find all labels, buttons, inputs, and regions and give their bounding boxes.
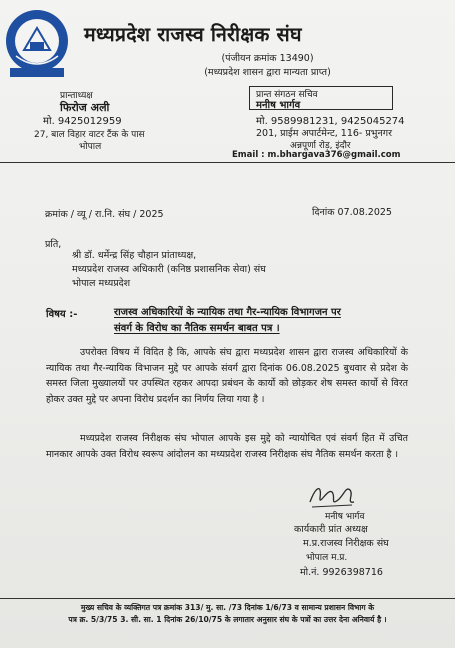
recipient-location: भोपाल मध्यप्रदेश: [72, 278, 131, 289]
recognition-note: (मध्यप्रदेश शासन द्वारा मान्यता प्राप्त): [204, 67, 331, 78]
footer-note-line-1: मुख्य सचिव के व्यक्तिगत पत्र क्रमांक 313/ मु. सा. /73 दिनांक 1/6/73 व सामान्य प्रशासन विभाग के: [80, 603, 375, 612]
right-contact-city: अन्नपूर्णा रोड़, इंदौर: [290, 141, 351, 151]
body-paragraph-1: [46, 345, 408, 407]
left-contact-city: भोपाल: [79, 142, 102, 152]
right-contact-email: Email : m.bhargava376@gmail.com: [232, 150, 401, 160]
recipient-name: श्री डॉ. धर्मेन्द्र सिंह चौहान प्रांताध्यक्ष,: [72, 250, 197, 261]
signatory-city: भोपाल म.प्र.: [306, 553, 348, 563]
right-contact-mobile: मो. 9589981231, 9425045274: [256, 116, 405, 127]
right-contact-name: मनीष भार्गव: [256, 100, 301, 111]
subject-line-2: संवर्ग के विरोध का नैतिक समर्थन बाबत पत्र ।: [114, 323, 280, 334]
header-divider: [0, 162, 455, 163]
footer-divider: [0, 598, 455, 599]
footer-note-line-2: पत्र क्र. 5/3/75 3. सी. सा. 1 दिनांक 26/10/75 के लगातार अनुसार संघ के पत्रों का उत्तर देना अनिवार्य है ।: [68, 615, 387, 624]
signatory-mobile: मो.नं. 9926398716: [300, 567, 383, 578]
subject-label: विषय :-: [46, 309, 78, 320]
left-contact-address: 27, बाल विहार वाटर टैंक के पास: [34, 130, 145, 140]
signatory-name: मनीष भार्गव: [325, 512, 365, 522]
registration-number: (पंजीयन क्रमांक 13490): [221, 53, 314, 64]
handwritten-signature: [306, 478, 358, 512]
recipient-label: प्रति,: [45, 239, 62, 250]
signatory-role: कार्यकारी प्रांत अध्यक्ष: [294, 524, 368, 535]
body-paragraph-2: [46, 431, 408, 462]
recipient-organization: मध्यप्रदेश राजस्व अधिकारी (कनिष्ठ प्रशासनिक सेवा) संघ: [72, 264, 266, 275]
body-paragraph-1-text: उपरोक्त विषय में विदित है कि, आपके संघ द्वारा मध्यप्रदेश शासन द्वारा राजस्व अधिकारियों के न्यायिक तथा गैर-न्यायिक विभाजन मुद्दे पर आपके संवर्ग द्वारा दिनांक 06.08.2025 बुधवार से प्रदेश के समस्त जिला मुख्यालयों पर उपस्थित रहकर आपदा प्रबंधन के कार्यो को छोड़कर शेष समस्त कार्यो से विरत होकर उक्त मुद्दे पर अपना विरोध प्रदर्शन का निर्णय लिया गया है ।: [46, 347, 408, 405]
body-paragraph-2-text: मध्यप्रदेश राजस्व निरीक्षक संघ भोपाल आपके इस मुद्दे को न्यायोचित एवं संवर्ग हित में उचित मानकार आपके उक्त विरोध स्वरूप आंदोलन का मध्यप्रदेश राजस्व निरीक्षक संघ नैतिक समर्थन करता है ।: [46, 433, 408, 460]
subject-line-1: राजस्व अधिकारियों के न्यायिक तथा गैर-न्यायिक विभागजन पर: [114, 307, 341, 318]
left-contact-mobile: मो. 9425012959: [43, 116, 122, 127]
left-contact-name: फिरोज अली: [60, 101, 110, 114]
left-contact-role: प्रान्ताध्यक्ष: [60, 91, 93, 101]
signatory-organization: म.प्र.राजस्व निरीक्षक संघ: [303, 538, 389, 549]
organization-title: मध्यप्रदेश राजस्व निरीक्षक संघ: [84, 23, 302, 46]
right-contact-address: 201, प्राईम अपार्टमेन्ट, 116- प्रभुनगर: [256, 128, 392, 139]
right-contact-role: प्रान्त संगठन सचिव: [256, 90, 318, 100]
reference-number: क्रमांक / व्यू / रा.नि. संघ / 2025: [45, 209, 164, 220]
letter-date: दिनांक 07.08.2025: [312, 207, 392, 218]
